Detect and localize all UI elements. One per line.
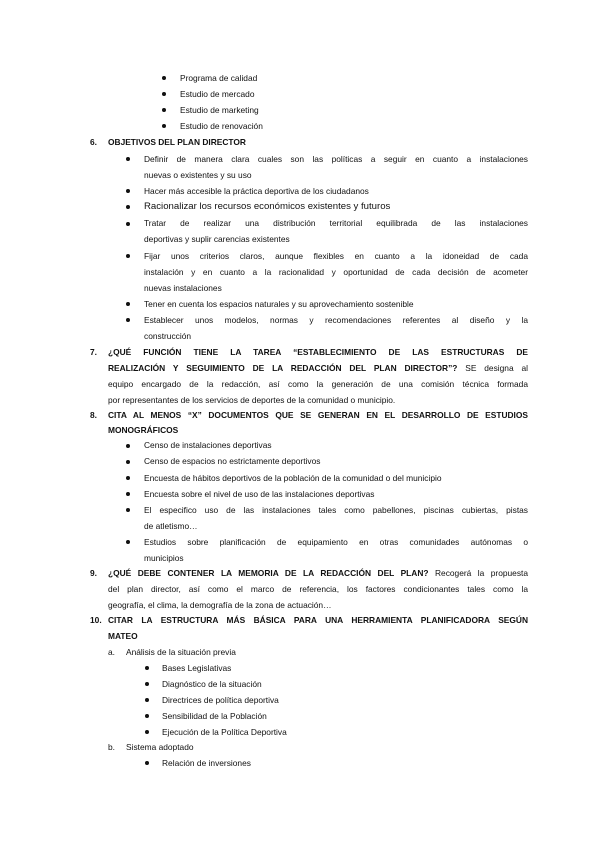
list-item-cont: deportivas y suplir carencias existentes [144,234,290,244]
section-heading-cont: MATEO [108,631,138,641]
bullet-icon [126,302,130,306]
bullet-icon [162,124,166,128]
section-answer: SE designa al [457,363,528,373]
list-item: Tener en cuenta los espacios naturales y su aprovechamiento sostenible [144,299,414,309]
list-item: Diagnóstico de la situación [162,679,262,689]
bullet-icon [145,666,149,670]
list-item: Censo de instalaciones deportivas [144,440,272,450]
list-item: Estudio de marketing [180,105,259,115]
list-item-cont: construcción [144,331,192,341]
list-item: Establecer unos modelos, normas y recomendaciones referentes al diseño y la [144,315,528,325]
bullet-icon [126,476,130,480]
bullet-icon [145,698,149,702]
list-item: El especifico uso de las instalaciones tales como pabellones, piscinas cubiertas, pistas [144,505,528,515]
section-number: 10. [90,615,102,625]
section-text: del plan director, así como el marco de referencia, los factores condicionantes tales como la [108,584,528,594]
section-heading: ¿QUÉ DEBE CONTENER LA MEMORIA DE LA REDACCIÓN DEL PLAN? [108,568,429,578]
bullet-icon [162,108,166,112]
section-heading: CITA AL MENOS “X” DOCUMENTOS QUE SE GENERAN EN EL DESARROLLO DE ESTUDIOS [108,410,528,420]
list-item-cont: de atletismo… [144,521,198,531]
list-item-cont: nuevas instalaciones [144,283,222,293]
list-item: Ejecución de la Política Deportiva [162,727,287,737]
bullet-icon [126,205,130,209]
bullet-icon [162,92,166,96]
section-heading: CITAR LA ESTRUCTURA MÁS BÁSICA PARA UNA HERRAMIENTA PLANIFICADORA SEGÚN [108,615,528,625]
list-item: Estudio de mercado [180,89,255,99]
section-text [108,363,528,374]
bullet-icon [126,460,130,464]
list-item: Censo de espacios no estrictamente deportivos [144,456,321,466]
section-heading-cont: REALIZACIÓN Y SEGUIMIENTO DE LA REDACCIÓN DEL PLAN DIRECTOR”? [108,363,458,373]
list-item: Encuesta de hábitos deportivos de la población de la comunidad o del municipio [144,473,442,483]
list-item-cont: instalación y en cuanto a la racionalidad y oportunidad de cada decisión de acometer [144,267,528,277]
list-item: Estudio de renovación [180,121,263,131]
bullet-icon [126,540,130,544]
section-heading-cont: MONOGRÁFICOS [108,425,179,435]
bullet-icon [126,318,130,322]
list-item: Estudios sobre planificación de equipamiento en otras comunidades autónomas o [144,537,528,547]
list-item: Programa de calidad [180,73,258,83]
section-heading: OBJETIVOS DEL PLAN DIRECTOR [108,137,246,147]
bullet-icon [145,682,149,686]
bullet-icon [145,730,149,734]
section-text [108,568,528,579]
list-item: Bases Legislativas [162,663,232,673]
section-answer: Recogerá la propuesta [428,568,529,578]
section-number: 9. [90,568,97,578]
bullet-icon [126,444,130,448]
section-number: 6. [90,137,97,147]
section-number: 7. [90,347,97,357]
list-item: Racionalizar los recursos económicos existentes y futuros [144,201,391,212]
section-text: geografía, el clima, la demografía de la zona de actuación… [108,600,332,610]
bullet-icon [162,76,166,80]
list-letter: a. [108,647,115,657]
list-item: Hacer más accesible la práctica deportiva de los ciudadanos [144,186,369,196]
bullet-icon [126,222,130,226]
bullet-icon [126,508,130,512]
list-item: Definir de manera clara cuales son las políticas a seguir en cuanto a instalaciones [144,154,528,164]
bullet-icon [145,761,149,765]
list-item-cont: nuevas o existentes y su uso [144,170,252,180]
bullet-icon [126,492,130,496]
bullet-icon [145,714,149,718]
section-text: equipo encargado de la redacción, así como la generación de una comisión técnica formada [108,379,528,389]
list-item: Directrices de política deportiva [162,695,279,705]
list-item: Fijar unos criterios claros, aunque flexibles en cuanto a la idoneidad de cada [144,251,528,261]
bullet-icon [126,157,130,161]
list-letter: b. [108,742,115,752]
bullet-icon [126,254,130,258]
list-item: Tratar de realizar una distribución territorial equilibrada de las instalaciones [144,218,528,228]
section-number: 8. [90,410,97,420]
list-item: Sensibilidad de la Población [162,711,267,721]
list-item: Sistema adoptado [126,742,194,752]
bullet-icon [126,189,130,193]
list-item: Relación de inversiones [162,758,251,768]
section-text: por representantes de los servicios de deportes de la comunidad o municipio. [108,395,396,405]
list-item: Encuesta sobre el nivel de uso de las instalaciones deportivas [144,489,375,499]
section-heading: ¿QUÉ FUNCIÓN TIENE LA TAREA “ESTABLECIMIENTO DE LAS ESTRUCTURAS DE [108,347,528,357]
list-item-cont: municipios [144,553,184,563]
list-item: Análisis de la situación previa [126,647,236,657]
